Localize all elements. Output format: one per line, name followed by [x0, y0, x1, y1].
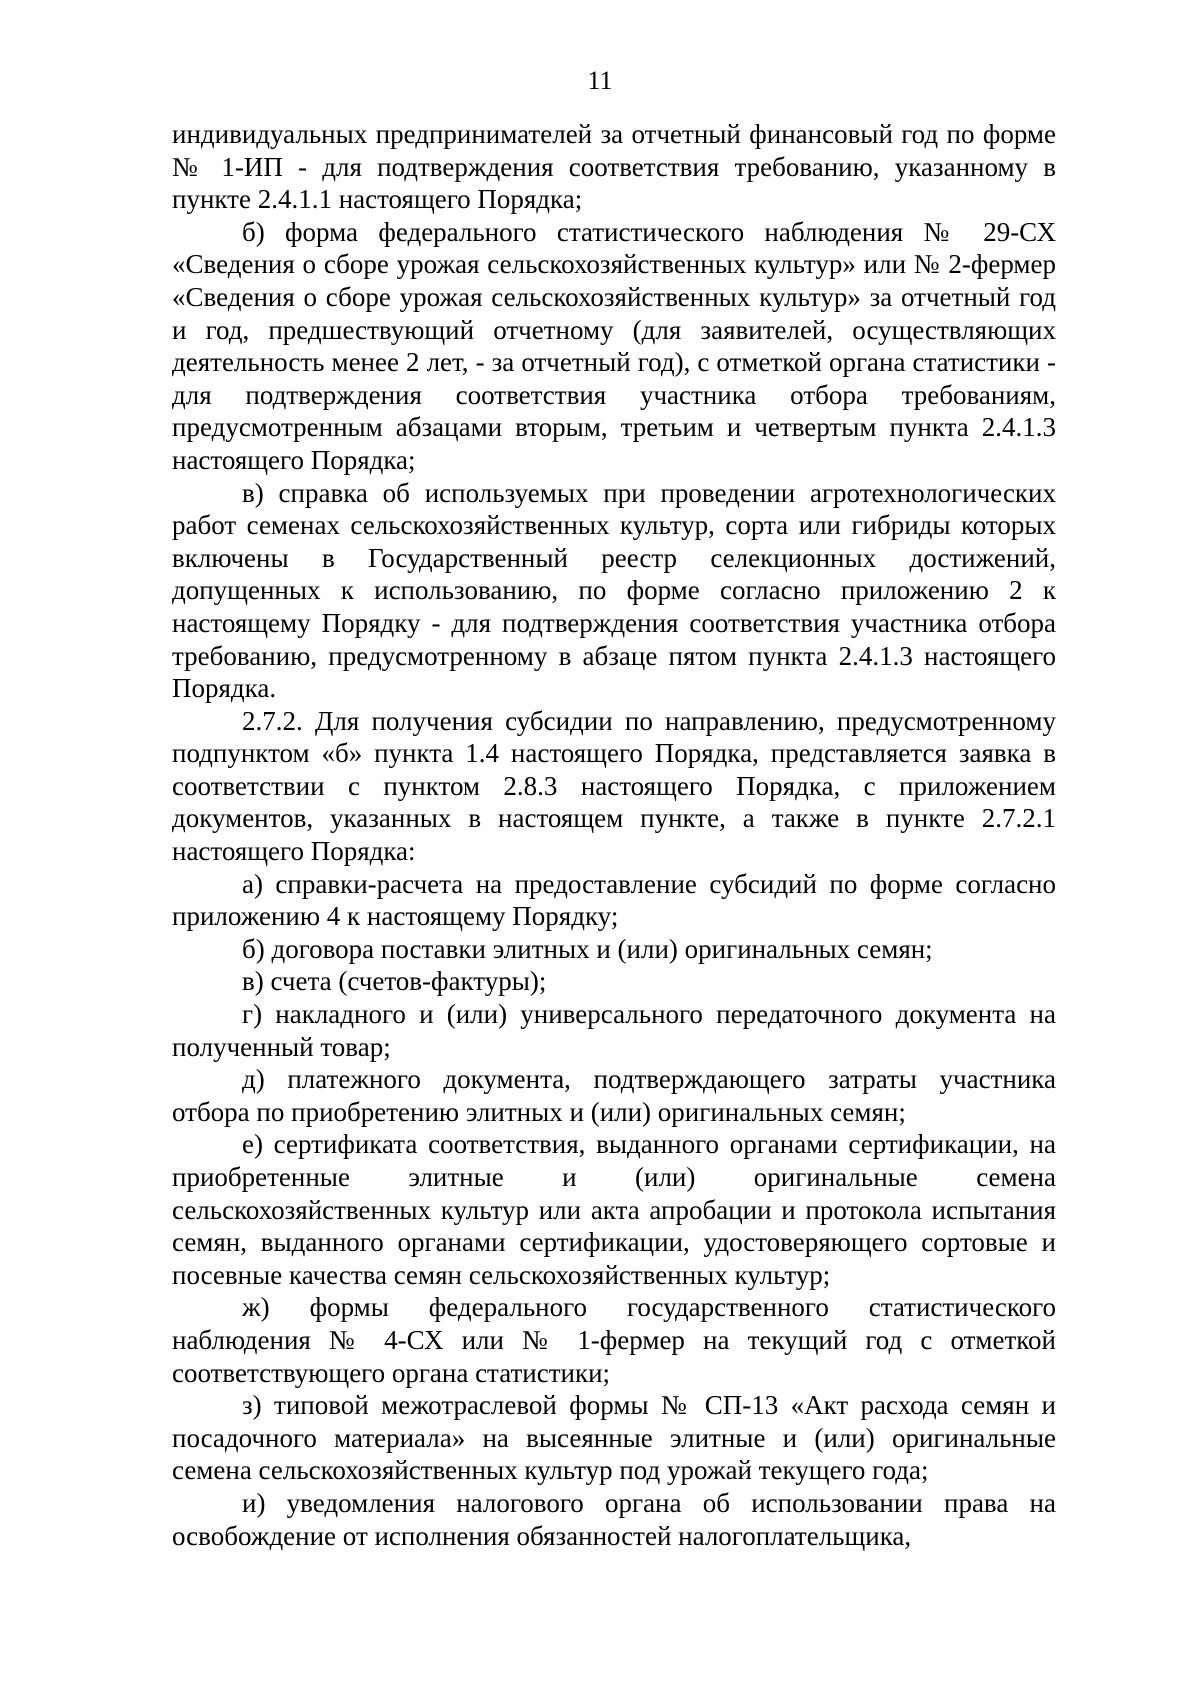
- paragraph-continuation: индивидуальных предпринимателей за отчетный финансовый год по форме № 1-ИП - для подтверждения соответствия требованию, указанному в пункте 2.4.1.1 настоящего Порядка;: [172, 119, 1056, 215]
- paragraph-item-a: а) справки-расчета на предоставление субсидий по форме согласно приложению 4 к настоящему Порядку;: [172, 868, 1056, 932]
- paragraph-item-i: и) уведомления налогового органа об использовании права на освобождение от исполнения обязанностей налогоплательщика,: [172, 1487, 1056, 1551]
- paragraph-clause-2-7-2: 2.7.2. Для получения субсидии по направлению, предусмотренному подпунктом «б» пункта 1.4 настоящего Порядка, представляется заявка в соответствии с пунктом 2.8.3 настоящего Порядка, с приложением документов, указанных в настоящем пункте, а также в пункте 2.7.2.1 настоящего Порядка:: [172, 705, 1056, 867]
- paragraph-item-g: г) накладного и (или) универсального передаточного документа на полученный товар;: [172, 999, 1056, 1062]
- paragraph-item-v2: в) счета (счетов-фактуры);: [242, 966, 547, 997]
- page-number: 11: [587, 66, 613, 95]
- paragraph-item-z: з) типовой межотраслевой формы № СП-13 «Акт расхода семян и посадочного материала» на высеянные элитные и (или) оригинальные семена сельскохозяйственных культур под урожай текущего года;: [172, 1390, 1056, 1486]
- paragraph-item-b: б) форма федерального статистического наблюдения № 29-СХ «Сведения о сборе урожая сельскохозяйственных культур» или № 2-фермер «Сведения о сборе урожая сельскохозяйственных культур» за отчетный год и год, предшествующий отчетному (для заявителей, осуществляющих деятельность менее 2 лет, - за отчетный год), с отметкой органа статистики - для подтверждения соответствия участника отбора требованиям, предусмотренным абзацами вторым, третьим и четвертым пункта 2.4.1.3 настоящего Порядка;: [172, 216, 1056, 475]
- paragraph-item-e: е) сертификата соответствия, выданного органами сертификации, на приобретенные элитные и (или) оригинальные семена сельскохозяйственных культур или акта апробации и протокола испытания семян, выданного органами сертификации, удостоверяющего сортовые и посевные качества семян сельскохозяйственных культур;: [172, 1129, 1056, 1290]
- paragraph-item-d: д) платежного документа, подтверждающего затраты участника отбора по приобретению элитных и (или) оригинальных семян;: [172, 1064, 1056, 1127]
- paragraph-item-zh: ж) формы федерального государственного статистического наблюдения № 4-СХ или № 1-фермер на текущий год с отметкой соответствующего органа статистики;: [172, 1292, 1056, 1388]
- paragraph-item-b2: б) договора поставки элитных и (или) оригинальных семян;: [242, 933, 933, 964]
- document-body: [172, 118, 1056, 1552]
- paragraph-item-v: в) справка об используемых при проведении агротехнологических работ семенах сельскохозяйственных культур, сорта или гибриды которых включены в Государственный реестр селекционных достижений, допущенных к использованию, по форме согласно приложению 2 к настоящему Порядку - для подтверждения соответствия участника отбора требованию, предусмотренному в абзаце пятом пункта 2.4.1.3 настоящего Порядка.: [172, 477, 1056, 704]
